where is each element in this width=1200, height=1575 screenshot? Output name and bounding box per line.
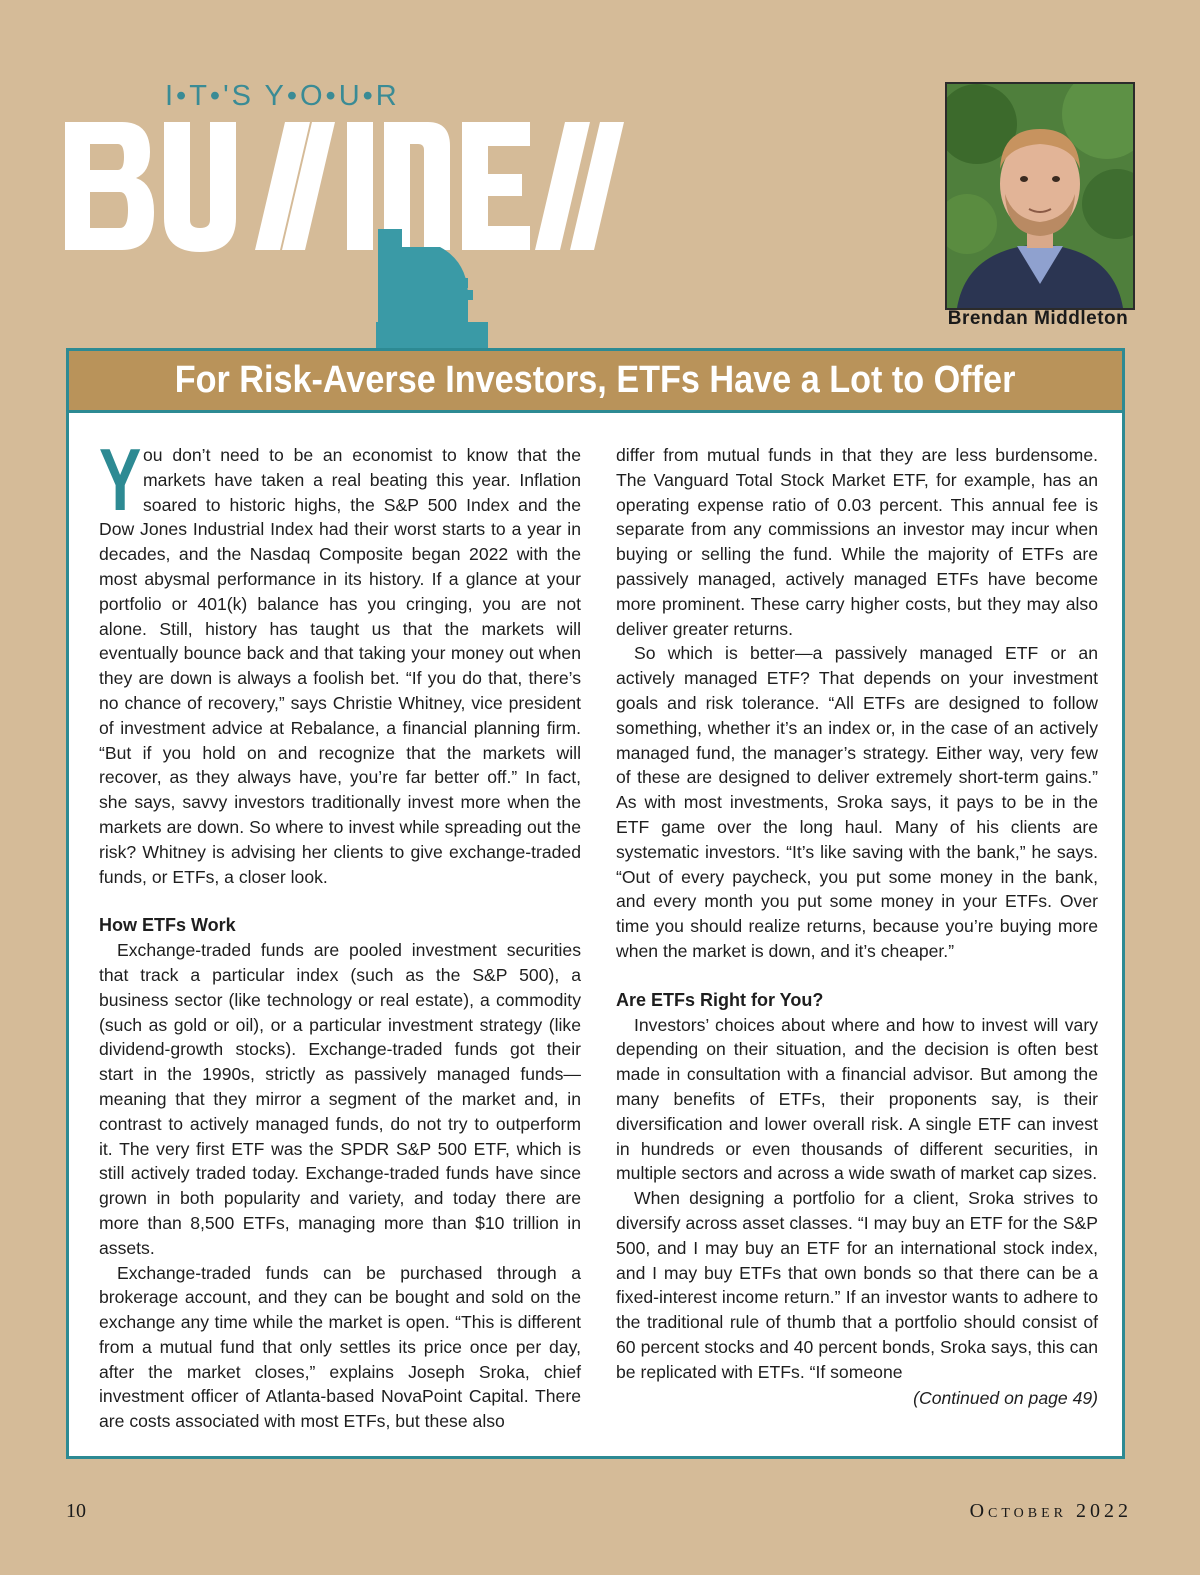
page-number: 10: [66, 1500, 86, 1522]
intro-paragraph: You don’t need to be an economist to know that the markets have taken a real beating this year. Inflation soared to historic highs, the S&P 500 Index and the Dow Jones Industrial Index had their worst starts to a year in decades, and the Nasdaq Composite began 2022 with the most abysmal performance in its history. If a glance at your portfolio or 401(k) balance has you cringing, you are not alone. Still, history has taught us that the markets will eventually bounce back and that taking your money out when they are down is always a foolish bet. “If you do that, there’s no chance of recovery,” says Christie Whitney, vice president of investment advice at Rebalance, a financial planning firm. “But if you hold on and recognize that the markets will recover, as they always have, you’re far better off.” In fact, she says, savvy investors traditionally invest more when the markets are down. So where to invest while spreading out the risk? Whitney is advising her clients to give exchange-traded funds, or ETFs, a closer look.: [99, 430, 581, 887]
article-headline: For Risk-Averse Investors, ETFs Have a Lot to Offer: [175, 359, 1016, 401]
drop-cap: Y: [99, 430, 142, 529]
business-logo: [60, 112, 650, 352]
section-heading-how-etfs-work: How ETFs Work: [99, 915, 236, 936]
issue-date: October 2022: [969, 1500, 1132, 1522]
article-box: [66, 348, 1125, 1459]
body-paragraph: So which is better—a passively managed ETF or an actively managed ETF? That depends on your investment goals and risk tolerance. “All ETFs are designed to follow something, whether it’s an index or, in the case of an actively managed fund, the manager’s strategy. Either way, very few of these are designed to deliver extremely short-term gains.” As with most investments, Sroka says, it pays to be in the ETF game over the long haul. Many of his clients are systematic investors. “It’s like saving with the bank,” he says. “Out of every paycheck, you put some money in the bank, and every month you put some money in your ETFs. Over time you should realize returns, because you’re buying more when the market is down, and it’s cheaper.”: [616, 643, 1098, 961]
body-paragraph: Exchange-traded funds are pooled investment securities that track a particular index (such as the S&P 500), a business sector (like technology or real estate), a commodity (such as gold or oil), or a particular investment strategy (like dividend-growth stocks). Exchange-traded funds got their start in the 1990s, strictly as passively managed funds—meaning that they mirror a segment of the market and, in contrast to actively managed funds, do not try to outperform it. The very first ETF was the SPDR S&P 500 ETF, which is still actively traded today. Exchange-traded funds have since grown in both popularity and variety, and today there are more than 8,500 ETFs, managing more than $10 trillion in assets.: [99, 940, 581, 1258]
masthead-kicker: I•T•'S Y•O•U•R: [165, 80, 400, 112]
article-column-right: [616, 443, 1098, 1411]
body-paragraph: When designing a portfolio for a client, Sroka strives to diversify across asset classes. “I may buy an ETF for the S&P 500, and I may buy an ETF for an international stock index, and I may buy ETFs that own bonds so that there can be a fixed-interest income return.” If an investor wants to adhere to the traditional rule of thumb that a portfolio should consist of 60 percent stocks and 40 percent bonds, Sroka says, this can be replicated with ETFs. “If someone: [616, 1188, 1098, 1382]
author-name: Brendan Middleton: [947, 308, 1129, 329]
article-column-left: [99, 430, 581, 1434]
continued-link[interactable]: (Continued on page 49): [913, 1388, 1098, 1409]
section-heading-are-etfs-right: Are ETFs Right for You?: [616, 989, 824, 1010]
headline-bar: [69, 351, 1122, 413]
author-photo: [945, 82, 1135, 310]
body-paragraph: differ from mutual funds in that they are less burdensome. The Vanguard Total Stock Market ETF, for example, has an operating expense ratio of 0.03 percent. This annual fee is separate from any commissions an investor may incur when buying or selling the fund. While the majority of ETFs are passively managed, actively managed ETFs have become more prominent. These carry higher costs, but they may also deliver greater returns.: [616, 445, 1098, 639]
body-paragraph: Investors’ choices about where and how to invest will vary depending on their situation, and the decision is often best made in consultation with a financial advisor. But among the many benefits of ETFs, their proponents say, is their diversification and lower overall risk. A single ETF can invest in hundreds or even thousands of different securities, in multiple sectors and across a wide swath of market cap sizes.: [616, 1014, 1098, 1184]
body-paragraph: Exchange-traded funds can be purchased through a brokerage account, and they can be bought and sold on the exchange any time while the market is open. “This is different from a mutual fund that only settles its price once per day, after the market closes,” explains Joseph Sroka, chief investment officer of Atlanta-based NovaPoint Capital. There are costs associated with most ETFs, but these also: [99, 1262, 581, 1432]
